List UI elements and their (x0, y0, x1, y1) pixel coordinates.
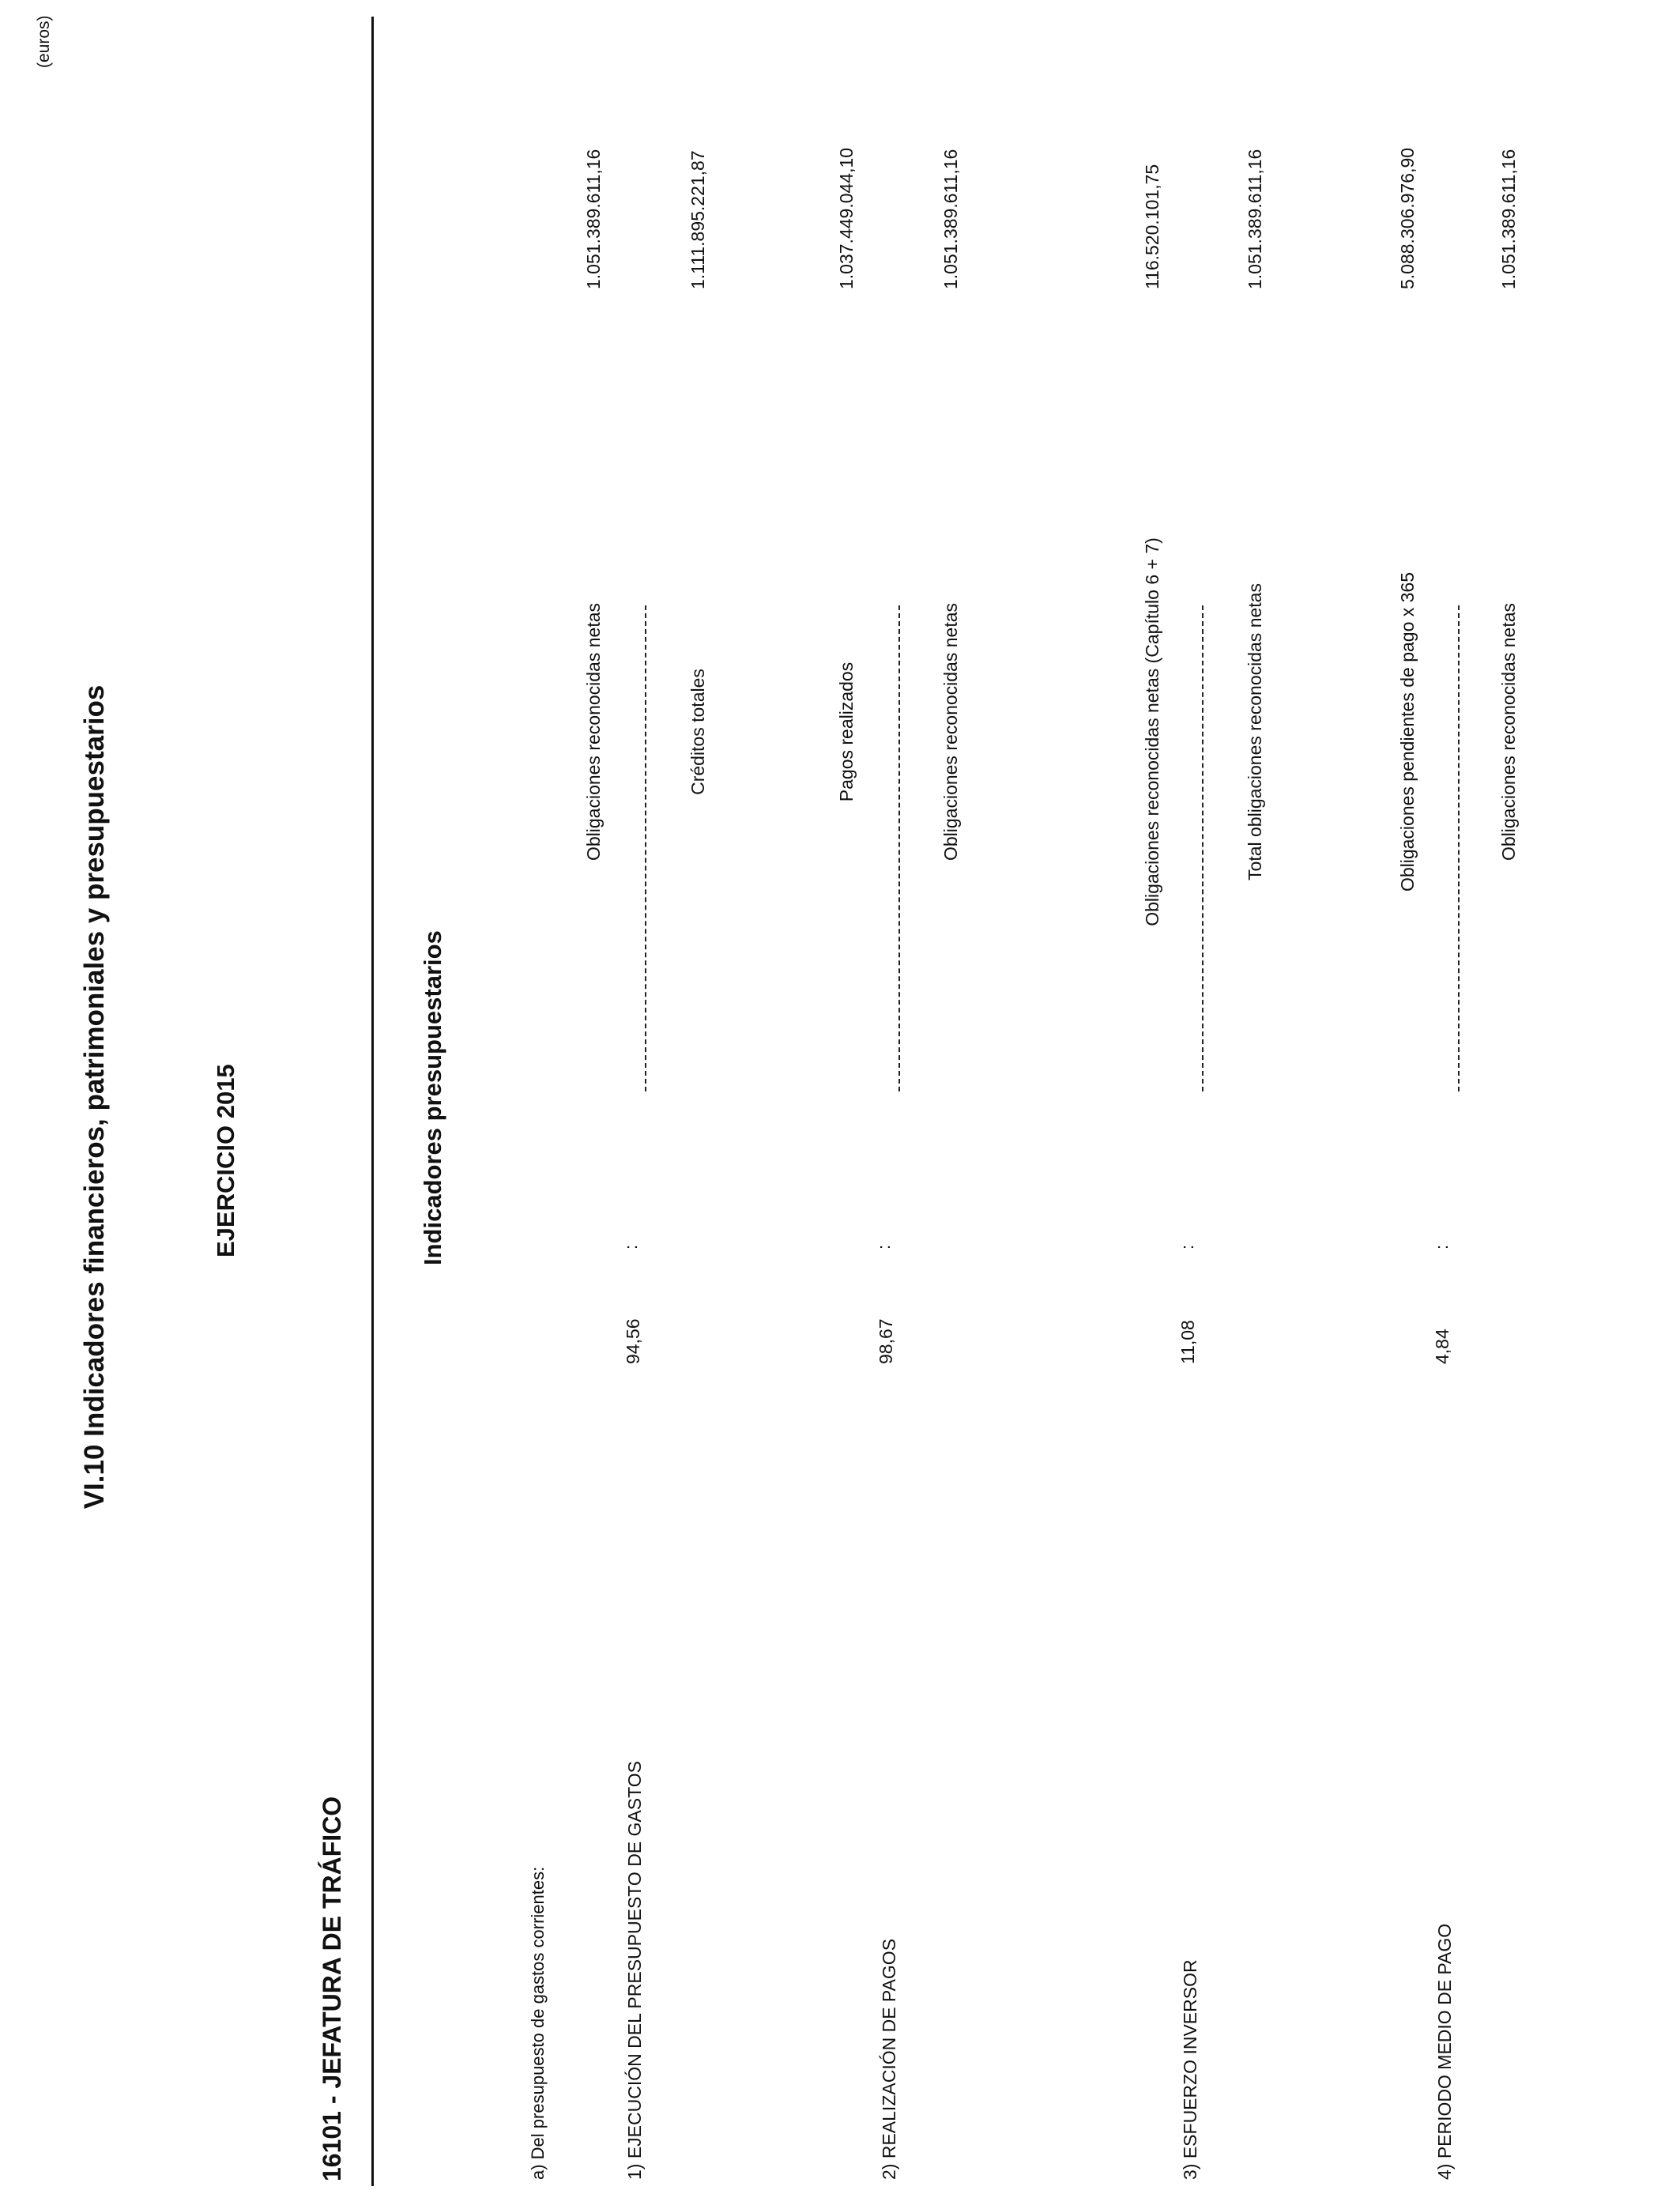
fraction-line (1202, 605, 1203, 1091)
indicator-colon: : (621, 1244, 641, 1250)
indicator-value: 98,67 (876, 1318, 896, 1364)
denominator-label: Obligaciones reconocidas netas (1498, 602, 1519, 861)
intro-text: a) Del presupuesto de gastos corrientes: (528, 1866, 548, 2180)
indicator-value: 11,08 (1177, 1320, 1198, 1364)
header-divider (371, 17, 374, 2186)
indicator-colon: : (1432, 1244, 1452, 1250)
fraction-line (645, 605, 646, 1091)
entity-heading: 16101 - JEFATURA DE TRÁFICO (318, 1796, 346, 2181)
denominator-amount: 1.111.895.221,87 (687, 150, 708, 289)
numerator-amount: 1.051.389.611,16 (583, 149, 604, 289)
section-heading: Indicadores presupuestarios (419, 930, 446, 1265)
numerator-label: Pagos realizados (836, 662, 857, 802)
numerator-label: Obligaciones reconocidas netas (583, 602, 604, 861)
denominator-amount: 1.051.389.611,16 (1498, 149, 1519, 289)
indicator-label: 1) EJECUCIÓN DEL PRESUPUESTO DE GASTOS (624, 1761, 645, 2180)
denominator-label: Total obligaciones reconocidas netas (1245, 583, 1265, 880)
numerator-amount: 1.037.449.044,10 (836, 147, 857, 289)
numerator-label: Obligaciones reconocidas netas (Capítulo 6 + 7) (1142, 537, 1162, 926)
indicator-colon: : (1177, 1244, 1197, 1250)
fraction-line (898, 605, 900, 1091)
numerator-amount: 116.520.101,75 (1142, 164, 1162, 289)
denominator-amount: 1.051.389.611,16 (1245, 149, 1265, 289)
indicator-value: 4,84 (1432, 1329, 1452, 1364)
indicator-label: 3) ESFUERZO INVERSOR (1180, 1959, 1200, 2180)
page-title: VI.10 Indicadores financieros, patrimoniales y presupuestarios (79, 684, 110, 1510)
denominator-label: Créditos totales (687, 669, 708, 795)
fraction-line (1458, 605, 1460, 1091)
denominator-label: Obligaciones reconocidas netas (940, 602, 961, 861)
denominator-amount: 1.051.389.611,16 (940, 149, 961, 289)
numerator-label: Obligaciones pendientes de pago x 365 (1397, 571, 1418, 892)
indicator-value: 94,56 (623, 1318, 643, 1364)
numerator-amount: 5.088.306.976,90 (1397, 147, 1418, 289)
indicator-colon: : (874, 1244, 894, 1250)
indicator-label: 4) PERIODO MEDIO DE PAGO (1434, 1923, 1455, 2180)
indicator-label: 2) REALIZACIÓN DE PAGOS (879, 1938, 899, 2180)
fiscal-year-heading: EJERCICIO 2015 (212, 1064, 239, 1257)
currency-unit: (euros) (35, 15, 53, 68)
